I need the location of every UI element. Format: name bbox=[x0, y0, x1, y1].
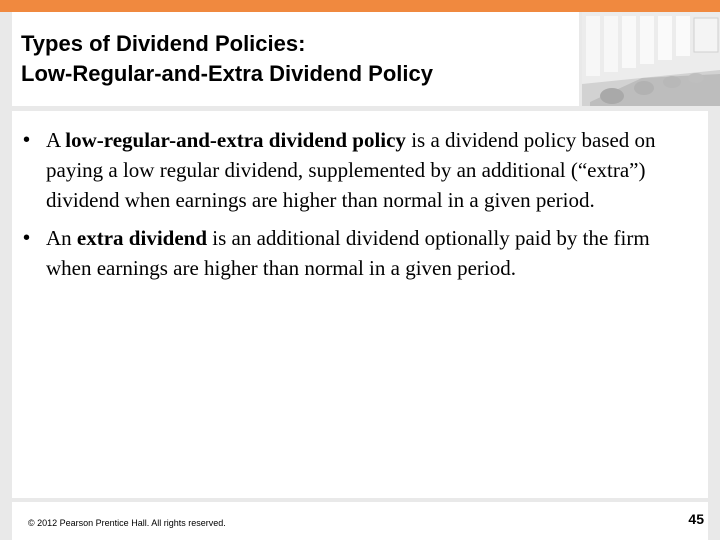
bullet-item bbox=[20, 223, 698, 283]
bullet-prefix: A bbox=[46, 128, 66, 152]
bullet-term: extra dividend bbox=[76, 226, 208, 250]
slide-title bbox=[21, 29, 433, 89]
bullet-prefix: An bbox=[46, 226, 77, 250]
bullet-list bbox=[20, 125, 698, 291]
bullet-item bbox=[20, 125, 698, 215]
bullet-marker: • bbox=[23, 129, 31, 151]
slide-footer bbox=[12, 502, 708, 540]
slide-title-line-2: Low-Regular-and-Extra Dividend Policy bbox=[21, 61, 433, 86]
slide-body bbox=[12, 111, 708, 498]
page-number: 45 bbox=[688, 511, 704, 527]
slide-title-line-1: Types of Dividend Policies: bbox=[21, 31, 306, 56]
bullet-text: is a dividend policy based on paying a low regular dividend, supplemented by an additional (“extra”) dividend when earnings are higher than normal in a given period. bbox=[46, 128, 656, 212]
bullet-text: is an additional dividend optionally paid by the firm when earnings are higher than normal in a given period. bbox=[46, 226, 650, 280]
bullet-term: low-regular-and-extra dividend policy bbox=[65, 128, 406, 152]
bullet-marker: • bbox=[23, 227, 31, 249]
conference-room-photo-graphic bbox=[582, 12, 720, 106]
conference-room-photo-icon bbox=[582, 12, 720, 106]
accent-top-bar bbox=[0, 0, 720, 12]
slide-header bbox=[12, 12, 579, 106]
copyright-notice: © 2012 Pearson Prentice Hall. All rights reserved. bbox=[28, 518, 226, 528]
